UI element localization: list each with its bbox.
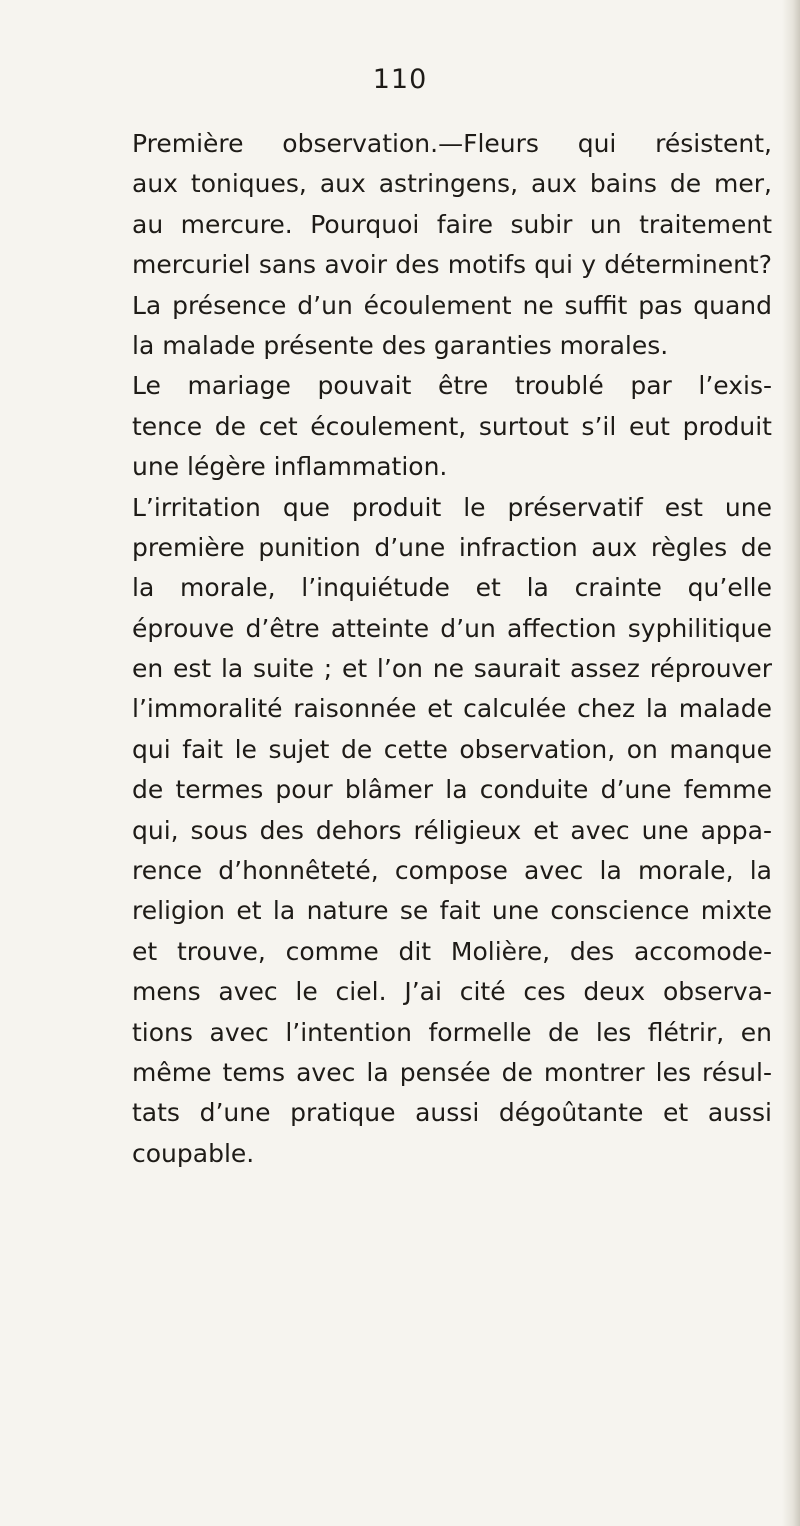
text-line: mercuriel sans avoir des motifs qui y déterminent? [132,250,772,280]
text-line: la morale, l’inquiétude et la crainte qu’elle [132,573,772,603]
text-line: La présence d’un écoulement ne suffit pas quand [132,290,772,320]
text-line: mens avec le ciel. J’ai cité ces deux observa- [132,977,772,1007]
text-line: tence de cet écoulement, surtout s’il eut produit [132,411,772,441]
text-line: tats d’une pratique aussi dégoûtante et aussi [132,1098,772,1128]
text-line: première punition d’une infraction aux règles de [132,532,772,562]
text-line: en est la suite ; et l’on ne saurait assez réprouver [132,654,772,684]
text-line: qui, sous des dehors réligieux et avec une appa- [132,815,772,845]
text-line: rence d’honnêteté, compose avec la morale, la [132,856,772,886]
text-line: une légère inflammation. [132,452,448,482]
text-line: même tems avec la pensée de montrer les résul- [132,1057,772,1087]
text-line: tions avec l’intention formelle de les flétrir, en [132,1017,772,1047]
text-line: qui fait le sujet de cette observation, on manque [132,734,772,764]
text-line: et trouve, comme dit Molière, des accomode- [132,936,772,966]
text-line: religion et la nature se fait une conscience mixte [132,896,772,926]
text-line: L’irritation que produit le préservatif est une [132,492,772,522]
text-line: Première observation.—Fleurs qui résistent, [132,129,772,158]
text-line: la malade présente des garanties morales. [132,330,669,360]
paragraph-text [132,124,772,1174]
text-line: l’immoralité raisonnée et calculée chez la malade [132,694,772,724]
text-line: au mercure. Pourquoi faire subir un traitement [132,209,772,239]
page-number: 110 [372,64,428,95]
text-line: coupable. [132,1138,255,1168]
text-line: aux toniques, aux astringens, aux bains de mer, [132,169,772,199]
page-edge-shadow [782,0,800,1526]
text-line: de termes pour blâmer la conduite d’une femme [132,775,772,805]
text-line: éprouve d’être atteinte d’un affection syphilitique [132,613,772,643]
text-line: Le mariage pouvait être troublé par l’exis- [132,371,772,401]
